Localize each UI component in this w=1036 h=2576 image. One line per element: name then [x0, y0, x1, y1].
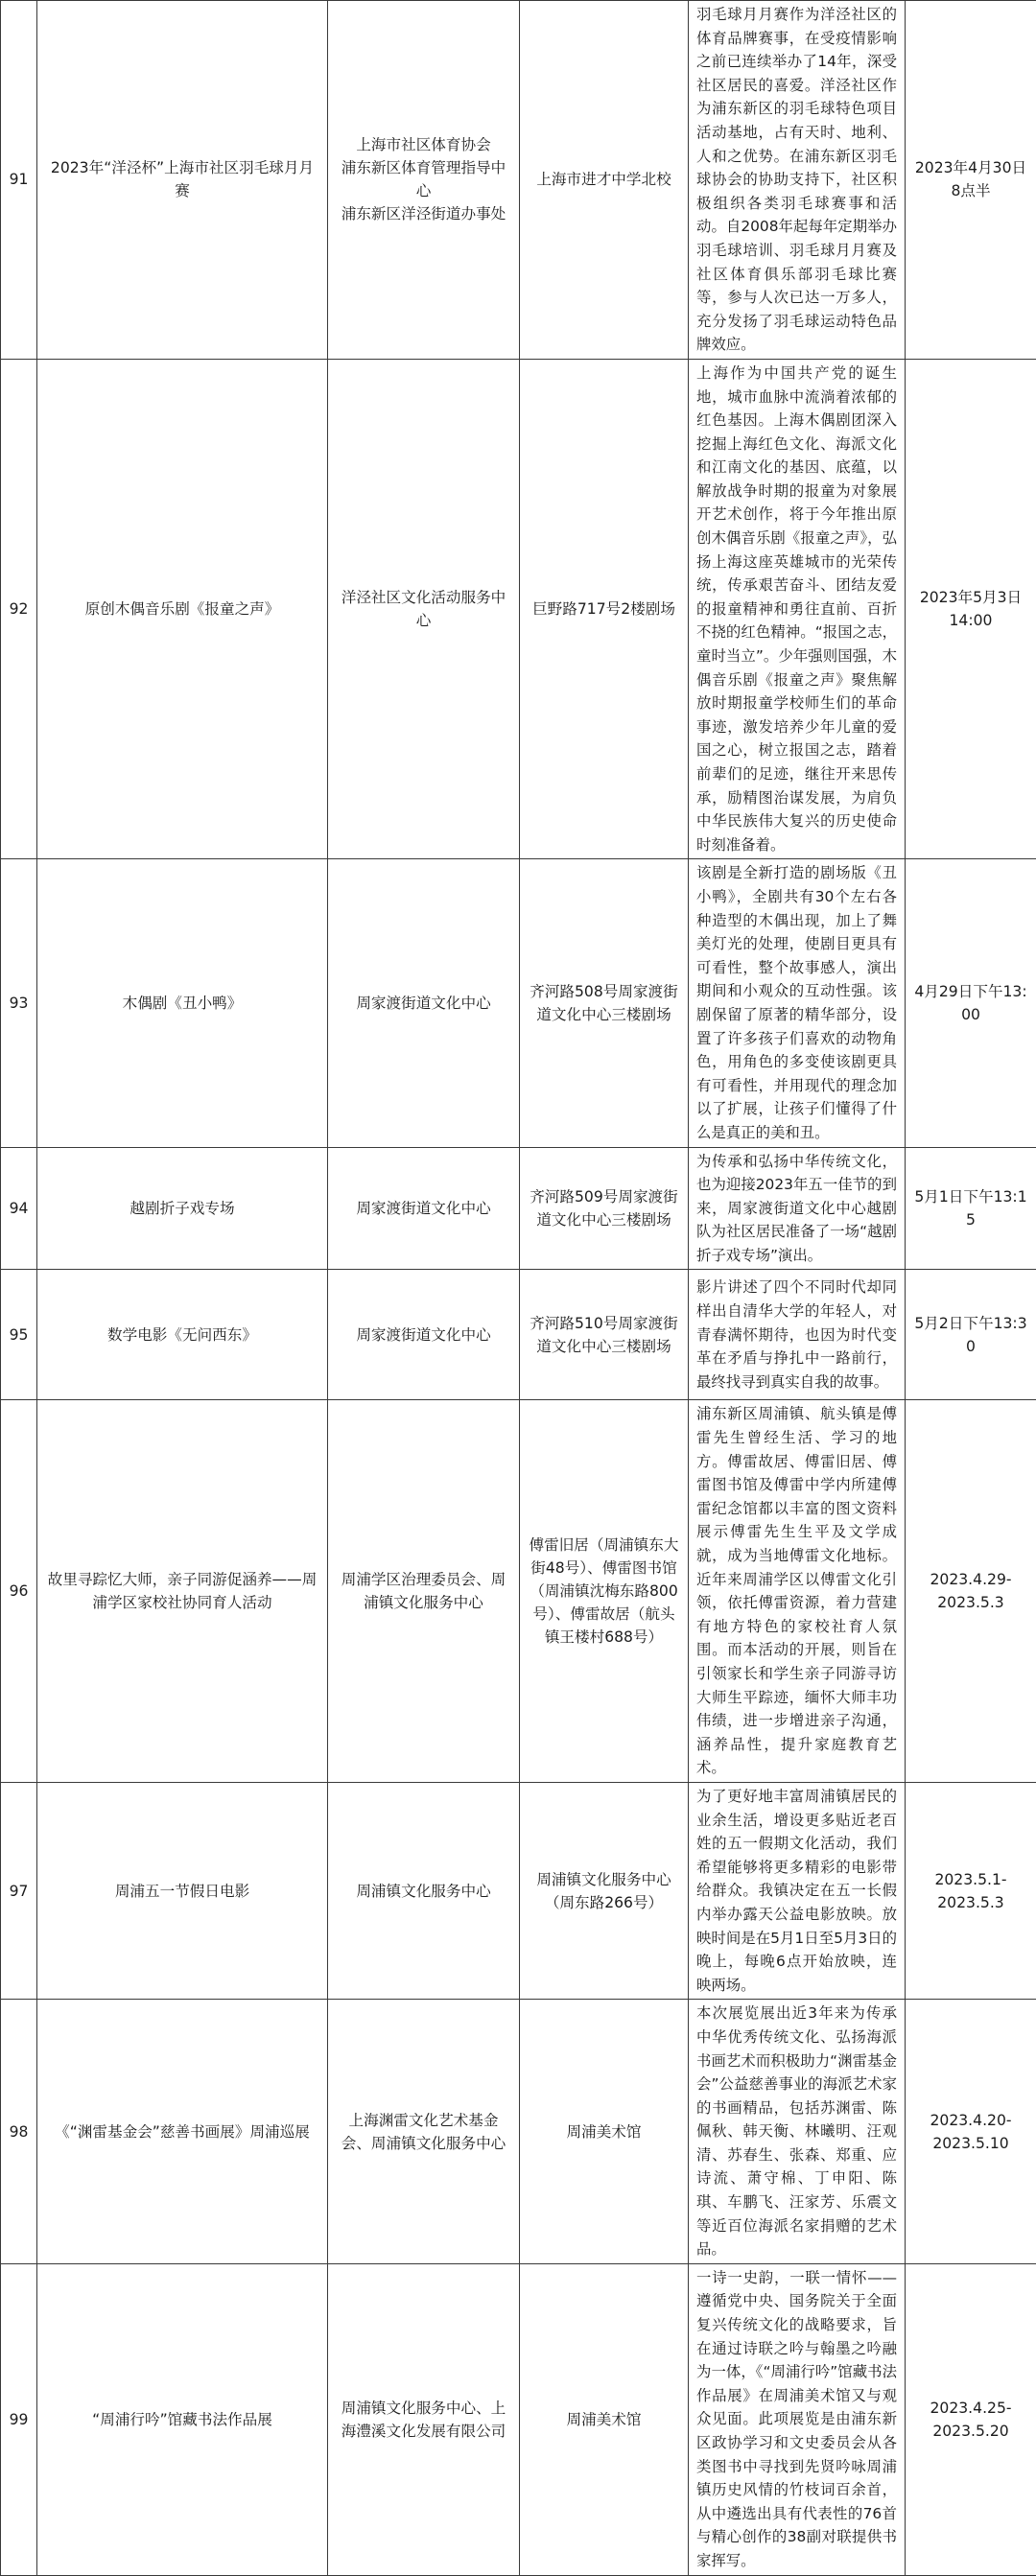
venue: 齐河路508号周家渡街道文化中心三楼剧场	[520, 859, 689, 1147]
event-name: 2023年“洋泾杯”上海市社区羽毛球月月赛	[37, 1, 328, 360]
organizer: 周家渡街道文化中心	[328, 1147, 520, 1270]
event-name: 故里寻踪忆大师，亲子同游促涵养——周浦学区家校社协同育人活动	[37, 1400, 328, 1783]
event-time	[906, 1782, 1036, 1999]
table-row	[1, 2000, 1036, 2264]
event-time: 5月2日下午13:30	[906, 1270, 1036, 1400]
event-name: “周浦行吟”馆藏书法作品展	[37, 2263, 328, 2575]
event-time	[906, 2000, 1036, 2264]
row-number: 94	[1, 1147, 37, 1270]
row-number: 96	[1, 1400, 37, 1783]
table-row	[1, 1, 1036, 360]
event-time-text: 2023.4.20- 2023.5.10	[913, 2109, 1028, 2155]
event-name: 数学电影《无问西东》	[37, 1270, 328, 1400]
row-number: 95	[1, 1270, 37, 1400]
table-row	[1, 1270, 1036, 1400]
venue: 巨野路717号2楼剧场	[520, 359, 689, 858]
venue: 周浦美术馆	[520, 2000, 689, 2264]
organizer: 周家渡街道文化中心	[328, 1270, 520, 1400]
table-row	[1, 1147, 1036, 1270]
row-number: 97	[1, 1782, 37, 1999]
event-description: 本次展览展出近3年来为传承中华优秀传统文化、弘扬海派书画艺术而积极助力“渊雷基金会”公益慈善事业的海派艺术家的书画精品，包括苏渊雷、陈佩秋、韩天衡、林曦明、汪观清、苏春生、张森、郑重、应诗流、萧守棉、丁申阳、陈琪、车鹏飞、汪家芳、乐震文等近百位海派名家捐赠的艺术品。	[689, 2000, 906, 2264]
row-number: 99	[1, 2263, 37, 2575]
venue: 齐河路509号周家渡街道文化中心三楼剧场	[520, 1147, 689, 1270]
event-description: 浦东新区周浦镇、航头镇是傅雷先生曾经生活、学习的地方。傅雷故居、傅雷旧居、傅雷图书馆及傅雷中学内所建傅雷纪念馆都以丰富的图文资料展示傅雷先生生平及文学成就，成为当地傅雷文化地标。近年来周浦学区以傅雷文化引领，依托傅雷资源，着力营建有地方特色的家校社育人氛围。而本活动的开展，则旨在引领家长和学生亲子同游寻访大师生平踪迹，缅怀大师丰功伟绩，进一步增进亲子沟通，涵养品性，提升家庭教育艺术。	[689, 1400, 906, 1783]
venue: 周浦美术馆	[520, 2263, 689, 2575]
table-row	[1, 859, 1036, 1147]
venue: 傅雷旧居（周浦镇东大街48号）、傅雷图书馆（周浦镇沈梅东路800号）、傅雷故居（航头镇王楼村688号）	[520, 1400, 689, 1783]
venue	[520, 1782, 689, 1999]
venue-text: 周浦镇文化服务中心 （周东路266号）	[528, 1868, 680, 1914]
organizer: 周浦学区治理委员会、周浦镇文化服务中心	[328, 1400, 520, 1783]
row-number: 91	[1, 1, 37, 360]
table-row	[1, 1400, 1036, 1783]
event-time	[906, 2263, 1036, 2575]
event-time-text: 2023.4.29- 2023.5.3	[913, 1568, 1028, 1614]
event-time: 4月29日下午13:00	[906, 859, 1036, 1147]
row-number: 92	[1, 359, 37, 858]
event-description: 上海作为中国共产党的诞生地，城市血脉中流淌着浓郁的红色基因。上海木偶剧团深入挖掘上海红色文化、海派文化和江南文化的基因、底蕴，以解放战争时期的报童为对象展开艺术创作，将于今年推出原创木偶音乐剧《报童之声》，弘扬上海这座英雄城市的光荣传统，传承艰苦奋斗、团结友爱的报童精神和勇往直前、百折不挠的红色精神。“报国之志，童时当立”。少年强则国强，木偶音乐剧《报童之声》聚焦解放时期报童学校师生们的革命事迹，激发培养少年儿童的爱国之心，树立报国之志，踏着前辈们的足迹，继往开来思传承，励精图治谋发展，为肩负中华民族伟大复兴的历史使命时刻准备着。	[689, 359, 906, 858]
event-name: 《“渊雷基金会”慈善书画展》周浦巡展	[37, 2000, 328, 2264]
organizer: 周浦镇文化服务中心、上海澧溪文化发展有限公司	[328, 2263, 520, 2575]
event-name: 木偶剧《丑小鸭》	[37, 859, 328, 1147]
row-number: 98	[1, 2000, 37, 2264]
organizer	[328, 1, 520, 360]
event-time-text: 2023.4.25- 2023.5.20	[913, 2397, 1028, 2443]
event-time: 5月1日下午13:15	[906, 1147, 1036, 1270]
event-description: 该剧是全新打造的剧场版《丑小鸭》，全剧共有30个左右各种造型的木偶出现，加上了舞美灯光的处理，使剧目更具有可看性，整个故事感人，演出期间和小观众的互动性强。该剧保留了原著的精华部分，设置了许多孩子们喜欢的动物角色，用角色的多变使该剧更具有可看性，并用现代的理念加以了扩展，让孩子们懂得了什么是真正的美和丑。	[689, 859, 906, 1147]
event-time	[906, 1400, 1036, 1783]
table-row	[1, 1782, 1036, 1999]
venue: 齐河路510号周家渡街道文化中心三楼剧场	[520, 1270, 689, 1400]
organizer: 洋泾社区文化活动服务中心	[328, 359, 520, 858]
event-name: 越剧折子戏专场	[37, 1147, 328, 1270]
event-description: 为传承和弘扬中华传统文化，也为迎接2023年五一佳节的到来，周家渡街道文化中心越剧队为社区居民准备了一场“越剧折子戏专场”演出。	[689, 1147, 906, 1270]
event-name: 原创木偶音乐剧《报童之声》	[37, 359, 328, 858]
event-description: 羽毛球月月赛作为洋泾社区的体育品牌赛事，在受疫情影响之前已连续举办了14年，深受社区居民的喜爱。洋泾社区作为浦东新区的羽毛球特色项目活动基地，占有天时、地利、人和之优势。在浦东新区羽毛球协会的协助支持下，社区积极组织各类羽毛球赛事和活动。自2008年起每年定期举办羽毛球培训、羽毛球月月赛及社区体育俱乐部羽毛球比赛等，参与人次已达一万多人，充分发扬了羽毛球运动特色品牌效应。	[689, 1, 906, 360]
event-time-text: 2023年5月3日 14:00	[913, 586, 1028, 632]
organizer: 上海渊雷文化艺术基金会、周浦镇文化服务中心	[328, 2000, 520, 2264]
organizer-text: 上海市社区体育协会 浦东新区体育管理指导中心 浦东新区洋泾街道办事处	[336, 133, 511, 225]
organizer: 周家渡街道文化中心	[328, 859, 520, 1147]
event-time: 2023年4月30日8点半	[906, 1, 1036, 360]
event-name: 周浦五一节假日电影	[37, 1782, 328, 1999]
event-description: 影片讲述了四个不同时代却同样出自清华大学的年轻人，对青春满怀期待，也因为时代变革在矛盾与挣扎中一路前行，最终找寻到真实自我的故事。	[689, 1270, 906, 1400]
event-time-text: 2023.5.1- 2023.5.3	[913, 1868, 1028, 1914]
row-number: 93	[1, 859, 37, 1147]
event-description: 一诗一史韵，一联一情怀——遵循党中央、国务院关于全面复兴传统文化的战略要求，旨在通过诗联之吟与翰墨之吟融为一体，《“周浦行吟”馆藏书法作品展》在周浦美术馆又与观众见面。此项展览是由浦东新区政协学习和文史委员会从各类图书中寻找到先贤吟咏周浦镇历史风情的竹枝词百余首，从中遴选出具有代表性的76首与精心创作的38副对联提供书家挥写。	[689, 2263, 906, 2575]
venue: 上海市进才中学北校	[520, 1, 689, 360]
event-time	[906, 359, 1036, 858]
organizer: 周浦镇文化服务中心	[328, 1782, 520, 1999]
event-description: 为了更好地丰富周浦镇居民的业余生活，增设更多贴近老百姓的五一假期文化活动，我们希望能够将更多精彩的电影带给群众。我镇决定在五一长假内举办露天公益电影放映。放映时间是在5月1日至5月3日的晚上，每晚6点开始放映，连映两场。	[689, 1782, 906, 1999]
table-row	[1, 359, 1036, 858]
table-row	[1, 2263, 1036, 2575]
